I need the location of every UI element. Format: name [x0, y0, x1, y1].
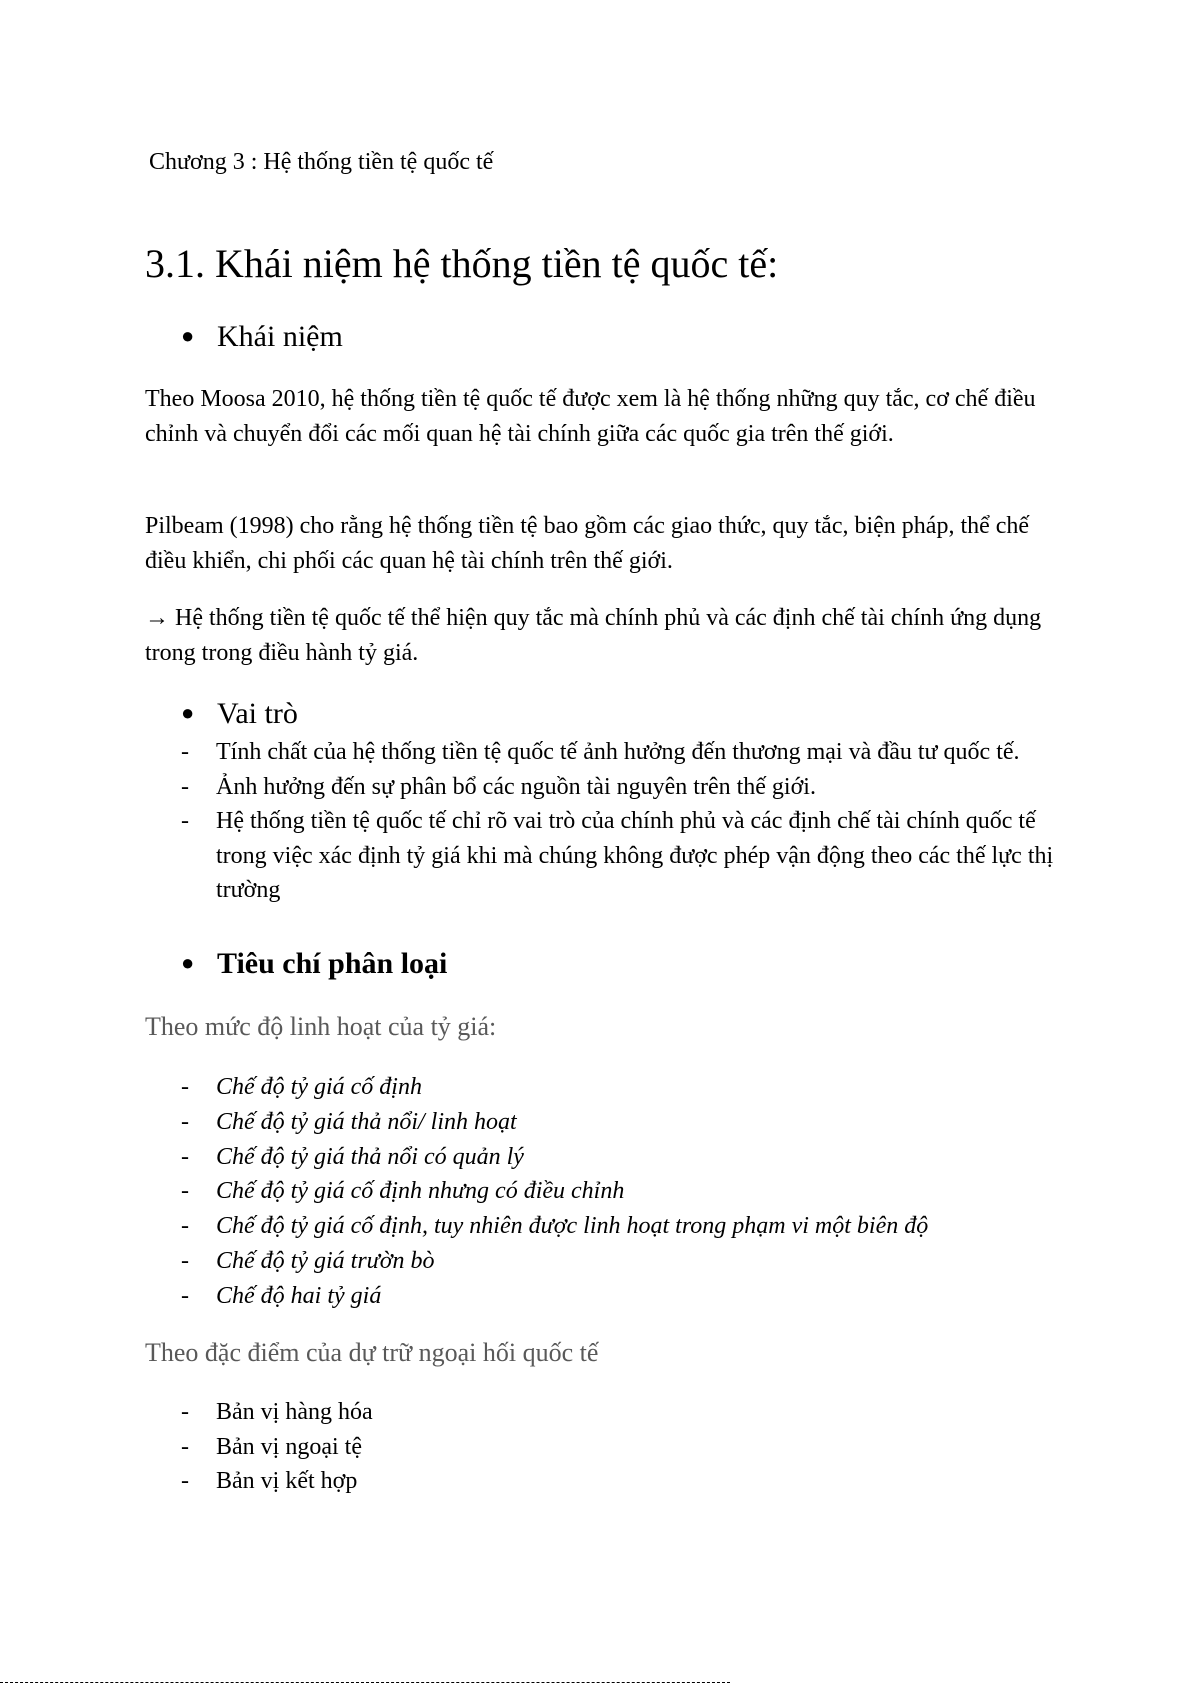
list-item: [181, 1209, 1061, 1244]
classification-heading-text: Tiêu chí phân loại: [217, 947, 448, 980]
list-item: [181, 1070, 1061, 1105]
dash-icon: -: [181, 773, 189, 800]
list-item: [181, 1279, 1061, 1314]
dash-icon: -: [181, 1143, 189, 1170]
dash-icon: -: [181, 1108, 189, 1135]
dash-icon: -: [181, 1247, 189, 1274]
list-item: [181, 1105, 1061, 1140]
list-item-text: Bản vị ngoại tệ: [216, 1433, 362, 1460]
list-item: [181, 1395, 1061, 1430]
concept-paragraph-pilbeam: Pilbeam (1998) cho rằng hệ thống tiền tệ bao gồm các giao thức, quy tắc, biện pháp, thể chế điều khiển, chi phối các quan hệ tài chính trên thế giới.: [145, 513, 1030, 574]
list-item: [181, 1430, 1061, 1465]
list-item-text: Chế độ tỷ giá thả nổi có quản lý: [216, 1143, 524, 1170]
list-item-text: Bản vị hàng hóa: [216, 1399, 373, 1425]
list-item-text: Chế độ tỷ giá cố định: [216, 1074, 422, 1100]
criteria-reserve-label: Theo đặc điểm của dự trữ ngoại hối quốc tế: [145, 1338, 599, 1367]
dash-icon: -: [181, 739, 189, 765]
dash-icon: -: [181, 1399, 189, 1425]
section-title: 3.1. Khái niệm hệ thống tiền tệ quốc tế:: [145, 241, 779, 286]
list-item-text: Chế độ tỷ giá cố định, tuy nhiên được linh hoạt trong phạm vi một biên độ: [216, 1213, 929, 1240]
list-item-text: Chế độ tỷ giá trườn bò: [216, 1247, 435, 1274]
reserve-list: [181, 1395, 1061, 1499]
list-item: [181, 1174, 1061, 1209]
concept-heading-text: Khái niệm: [217, 320, 343, 353]
footer-divider: [0, 1682, 730, 1684]
role-heading: [181, 693, 298, 734]
role-heading-text: Vai trò: [217, 697, 298, 730]
dash-icon: -: [181, 1213, 189, 1240]
bullet-icon: ●: [181, 700, 195, 725]
dash-icon: -: [181, 1074, 189, 1100]
classification-heading: [181, 943, 447, 984]
list-item: [181, 735, 1061, 770]
dash-icon: -: [181, 1433, 189, 1460]
flexibility-list: [181, 1070, 1061, 1314]
bullet-icon: ●: [181, 323, 195, 348]
list-item-text: Hệ thống tiền tệ quốc tế chỉ rõ vai trò của chính phủ và các định chế tài chính quốc tế trong việc xác định tỷ giá khi mà chúng không được phép vận động theo các thế lực thị trường: [216, 808, 1054, 903]
dash-icon: -: [181, 1468, 189, 1494]
list-item: [181, 1140, 1061, 1175]
dash-icon: -: [181, 1178, 189, 1205]
list-item-text: Chế độ tỷ giá cố định nhưng có điều chỉnh: [216, 1178, 625, 1205]
list-item: [181, 1244, 1061, 1279]
list-item-text: Chế độ tỷ giá thả nổi/ linh hoạt: [216, 1108, 517, 1135]
criteria-flexibility-label: Theo mức độ linh hoạt của tỷ giá:: [145, 1012, 497, 1041]
list-item: [181, 770, 1061, 805]
concept-heading: [181, 316, 343, 357]
dash-icon: -: [181, 1282, 189, 1309]
concept-paragraph-moosa: Theo Moosa 2010, hệ thống tiền tệ quốc tế được xem là hệ thống những quy tắc, cơ chế điều chỉnh và chuyển đổi các mối quan hệ tài chính giữa các quốc gia trên thế giới.: [145, 386, 1036, 447]
list-item-text: Tính chất của hệ thống tiền tệ quốc tế ảnh hưởng đến thương mại và đầu tư quốc tế.: [216, 739, 1020, 765]
bullet-icon: ●: [181, 950, 195, 975]
concept-paragraph-conclusion: → Hệ thống tiền tệ quốc tế thể hiện quy tắc mà chính phủ và các định chế tài chính ứng dụng trong trong điều hành tỷ giá.: [145, 605, 1042, 666]
list-item-text: Bản vị kết hợp: [216, 1468, 358, 1494]
list-item: [181, 1464, 1061, 1499]
list-item-text: Ảnh hưởng đến sự phân bổ các nguồn tài nguyên trên thế giới.: [216, 773, 816, 800]
chapter-heading: Chương 3 : Hệ thống tiền tệ quốc tế: [149, 149, 494, 175]
role-list: [181, 735, 1061, 908]
list-item: [181, 804, 1061, 908]
dash-icon: -: [181, 808, 189, 834]
list-item-text: Chế độ hai tỷ giá: [216, 1282, 382, 1309]
